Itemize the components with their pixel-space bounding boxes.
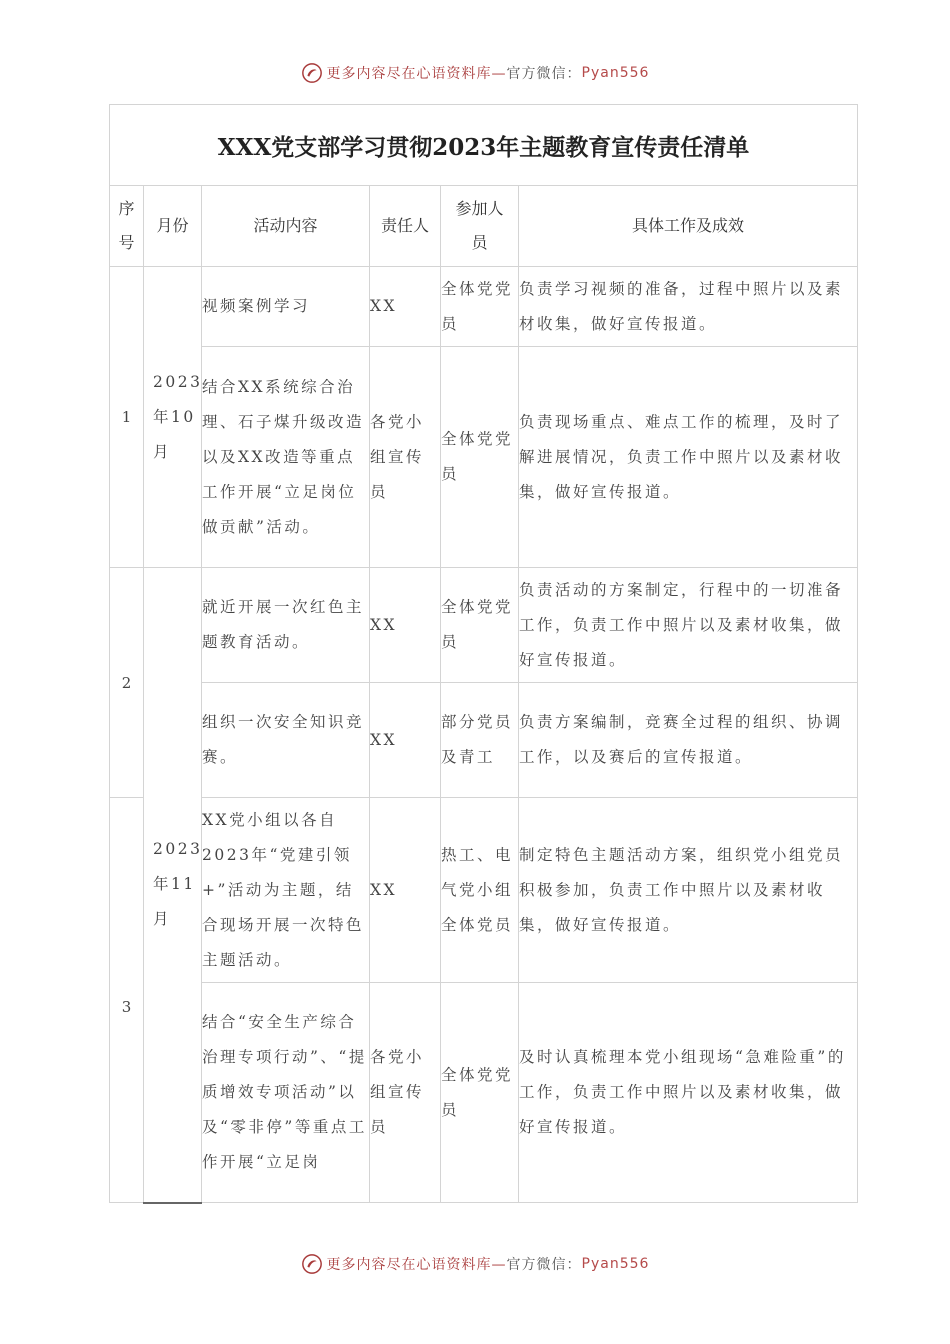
- seq-cell: 3: [110, 798, 144, 1203]
- content-cell: 就近开展一次红色主题教育活动。: [202, 568, 370, 683]
- owner-cell: 各党小组宣传员: [370, 347, 441, 568]
- participants-cell: 部分党员及青工: [441, 683, 519, 798]
- month-cell: 2023年11月: [144, 568, 202, 1203]
- table-row: [110, 983, 858, 1203]
- owner-cell: XX: [370, 267, 441, 347]
- header-owner: 责任人: [370, 186, 441, 267]
- watermark-wechat-label: 官方微信：: [506, 1257, 582, 1273]
- table-row: [110, 347, 858, 568]
- logo-icon: [301, 62, 323, 84]
- results-cell: 负责学习视频的准备，过程中照片以及素材收集，做好宣传报道。: [519, 267, 858, 347]
- content-cell: 视频案例学习: [202, 267, 370, 347]
- seq-cell: 2: [110, 568, 144, 798]
- table-row: [110, 683, 858, 798]
- table-row: [110, 267, 858, 347]
- watermark-wechat-id: Pyan556: [581, 1256, 650, 1272]
- watermark-wechat-label: 官方微信：: [506, 66, 582, 82]
- header-content: 活动内容: [202, 186, 370, 267]
- table-row: [110, 568, 858, 683]
- owner-cell: XX: [370, 798, 441, 983]
- watermark-top: [0, 59, 950, 87]
- results-cell: 负责现场重点、难点工作的梳理，及时了解进展情况，负责工作中照片以及素材收集，做好宣传报道。: [519, 347, 858, 568]
- table-row: [110, 798, 858, 983]
- responsibility-table: [109, 104, 858, 1204]
- owner-cell: XX: [370, 568, 441, 683]
- participants-cell: 全体党党员: [441, 568, 519, 683]
- watermark-text: 更多内容尽在心语资料库—: [326, 1257, 507, 1273]
- header-month: 月份: [144, 186, 202, 267]
- content-cell: XX党小组以各自2023年“党建引领+”活动为主题，结合现场开展一次特色主题活动。: [202, 798, 370, 983]
- participants-cell: 热工、电气党小组全体党员: [441, 798, 519, 983]
- watermark-text: 更多内容尽在心语资料库—: [326, 66, 507, 82]
- results-cell: 制定特色主题活动方案，组织党小组党员积极参加，负责工作中照片以及素材收集，做好宣传报道。: [519, 798, 858, 983]
- content-cell: 组织一次安全知识竞赛。: [202, 683, 370, 798]
- results-cell: 负责方案编制，竞赛全过程的组织、协调工作，以及赛后的宣传报道。: [519, 683, 858, 798]
- watermark-wechat-id: Pyan556: [581, 65, 650, 81]
- header-participants: 参加人员: [441, 186, 519, 267]
- participants-cell: 全体党党员: [441, 267, 519, 347]
- owner-cell: XX: [370, 683, 441, 798]
- participants-cell: 全体党党员: [441, 983, 519, 1203]
- watermark-bottom: [0, 1250, 950, 1278]
- content-cell: 结合XX系统综合治理、石子煤升级改造以及XX改造等重点工作开展“立足岗位做贡献”活动。: [202, 347, 370, 568]
- content-cell: 结合“安全生产综合治理专项行动”、“提质增效专项活动”以及“零非停”等重点工作开展“立足岗: [202, 983, 370, 1203]
- results-cell: 及时认真梳理本党小组现场“急难险重”的工作，负责工作中照片以及素材收集，做好宣传报道。: [519, 983, 858, 1203]
- logo-icon: [301, 1253, 323, 1275]
- page-title: XXX党支部学习贯彻2023年主题教育宣传责任清单: [110, 105, 858, 186]
- seq-cell: 1: [110, 267, 144, 568]
- participants-cell: 全体党党员: [441, 347, 519, 568]
- month-cell: 2023年10月: [144, 267, 202, 568]
- header-seq: 序号: [110, 186, 144, 267]
- owner-cell: 各党小组宣传员: [370, 983, 441, 1203]
- results-cell: 负责活动的方案制定，行程中的一切准备工作，负责工作中照片以及素材收集，做好宣传报道。: [519, 568, 858, 683]
- header-results: 具体工作及成效: [519, 186, 858, 267]
